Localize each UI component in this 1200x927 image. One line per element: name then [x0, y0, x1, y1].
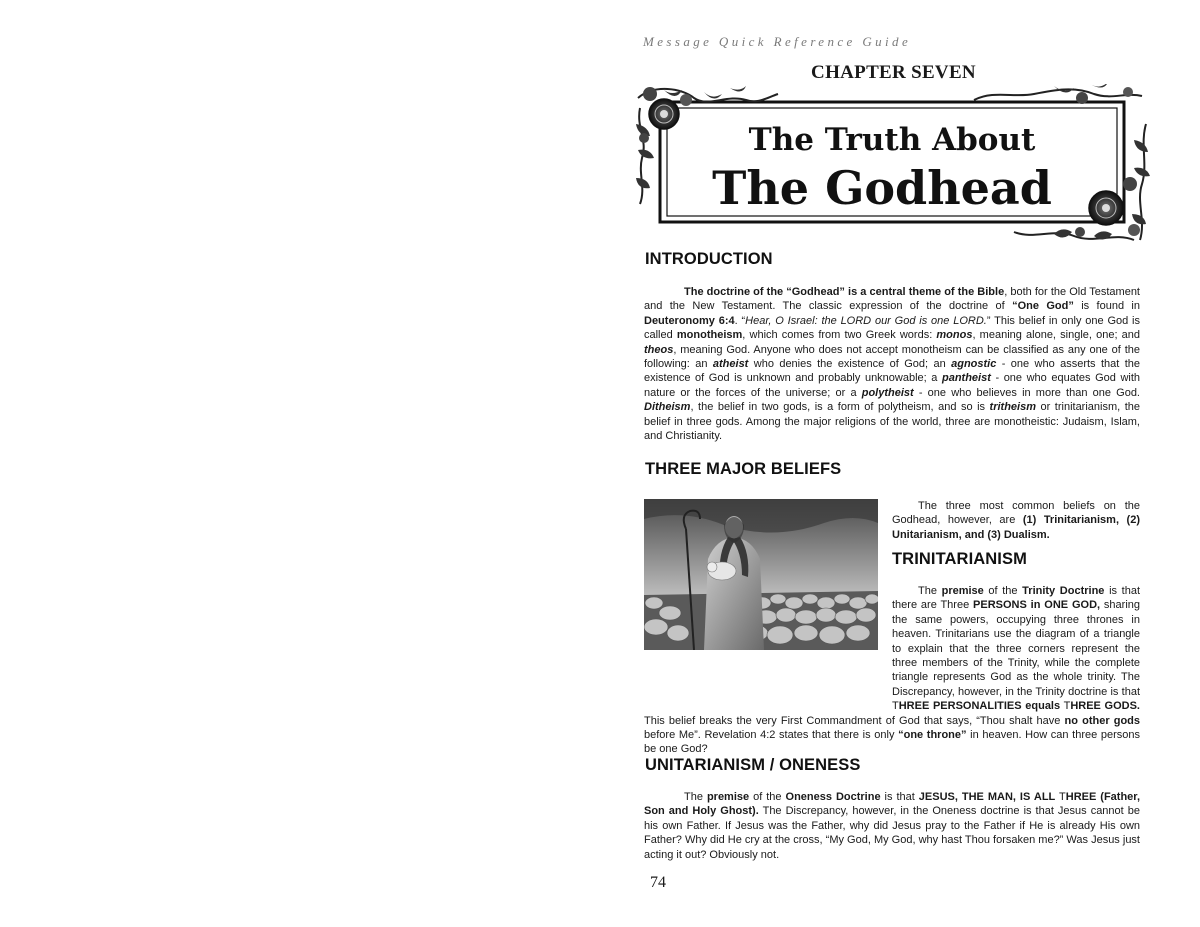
trinity-text-block — [644, 584, 1141, 756]
heading-unitarianism-oneness: UNITARIANISM / ONENESS — [645, 756, 861, 774]
beliefs-paragraph: The three most common beliefs on the Godhead, however, are (1) Trinitarianism, (2) Unitarianism, and (3) Dualism. — [892, 500, 1140, 541]
trinity-paragraph-text: The premise of the Trinity Doctrine is that there are Three PERSONS in ONE GOD, sharing the same powers, occupying three thrones in heaven. Trinitarians use the diagram of a triangle to explain that the three corners represent the three members of the Trinity, while the complete triangle represents God as the whole trinity. The Discrepancy, however, in the Trinity doctrine is that THREE PERSONALITIES equals THREE GODS. This belief breaks the very First Commandment of God that says, “Thou shalt have no other gods before Me”. Revelation 4:2 states that there is only “one throne” in heaven. How can three persons be one God? — [644, 585, 1141, 756]
oneness-paragraph: The premise of the Oneness Doctrine is that JESUS, THE MAN, IS ALL THREE (Father, Son and Holy Ghost). The Discrepancy, however, in the Oneness doctrine is that Jesus cannot be his own Father. If Jesus was the Father, why did Jesus pray to the Father if He is already His own Father? Why did He cry at the cross, “My God, My God, why hast Thou forsaken me?” Was Jesus just acting it out? Obviously not. — [644, 791, 1141, 861]
heading-three-major-beliefs: THREE MAJOR BELIEFS — [645, 460, 842, 478]
page-number: 74 — [650, 874, 666, 891]
banner-title-line2: The Godhead — [712, 161, 1052, 215]
book-page — [630, 28, 1150, 908]
banner-art — [634, 84, 1150, 246]
heading-introduction: INTRODUCTION — [645, 250, 773, 268]
running-header: Message Quick Reference Guide — [643, 34, 912, 49]
chapter-heading: CHAPTER SEVEN — [811, 62, 976, 83]
banner-title-line1: The Truth About — [748, 122, 1036, 158]
image-float-spacer — [644, 584, 892, 702]
title-banner — [634, 84, 1150, 246]
heading-trinitarianism: TRINITARIANISM — [892, 550, 1027, 568]
intro-paragraph: The doctrine of the “Godhead” is a central theme of the Bible, both for the Old Testament and the New Testament. The classic expression of the doctrine of “One God” is found in Deuteronomy 6:4. “Hear, O Israel: the LORD our God is one LORD.” This belief in only one God is called monotheism, which comes from two Greek words: monos, meaning alone, single, one; and theos, meaning God. Anyone who does not accept monotheism can be classified as any one of the following: an atheist who denies the existence of God; an agnostic - one who asserts that the existence of God is unknown and probably unknowable; a pantheist - one who equates God with nature or the forces of the universe; or a polytheist - one who believes in more than one God. Ditheism, the belief in two gods, is a form of polytheism, and so is tritheism or trinitarianism, the belief in three gods. Among the major religions of the world, three are monotheistic: Judaism, Islam, and Christianity. — [644, 286, 1141, 443]
